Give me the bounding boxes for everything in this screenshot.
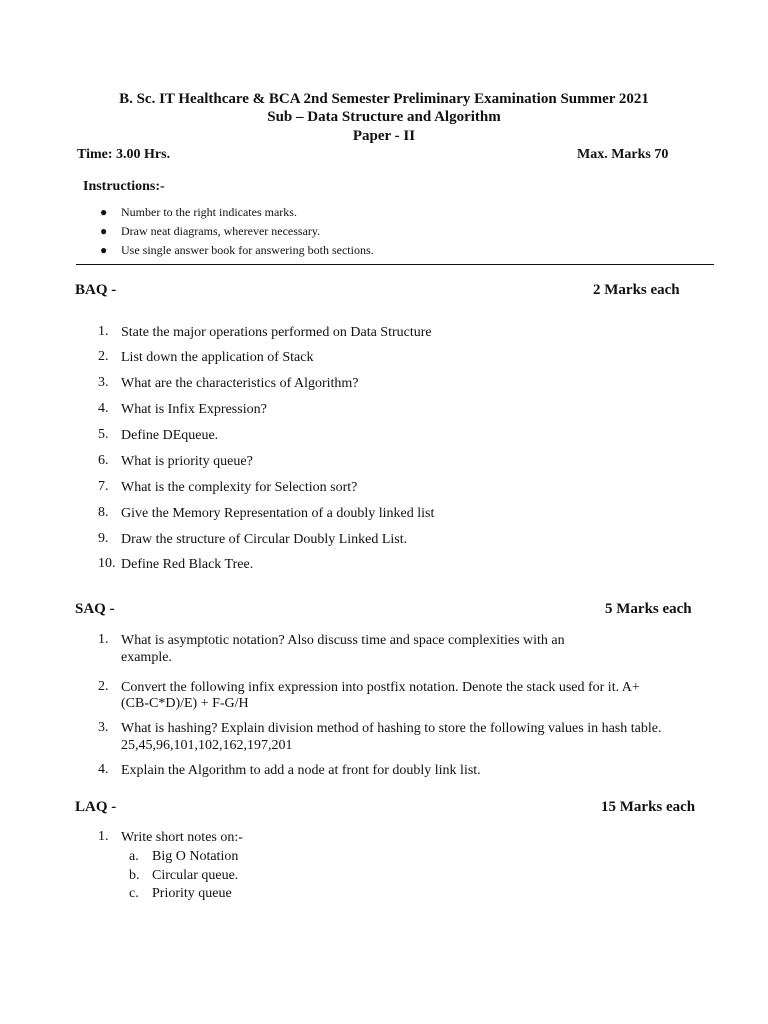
laq-marks: 15 Marks each: [601, 799, 696, 815]
exam-title: B. Sc. IT Healthcare & BCA 2nd Semester Preliminary Examination Summer 2021: [119, 91, 649, 107]
question-item: 8. Give the Memory Representation of a doubly linked list: [98, 505, 435, 521]
sub-item: b. Circular queue.: [129, 868, 239, 883]
divider: [76, 264, 714, 265]
exam-time: Time: 3.00 Hrs.: [77, 147, 171, 162]
question-item-continued: 25,45,96,101,102,162,197,201: [121, 738, 293, 753]
question-item-continued: (CB-C*D)/E) + F-G/H: [121, 696, 249, 711]
max-marks: Max. Marks 70: [577, 147, 669, 162]
question-item: 1. What is asymptotic notation? Also discuss time and space complexities with an: [98, 632, 565, 648]
question-item: 10. Define Red Black Tree.: [98, 556, 254, 572]
instructions-list: [100, 204, 374, 261]
instruction-item: ● Number to the right indicates marks.: [100, 205, 297, 219]
subject-title: Sub – Data Structure and Algorithm: [267, 109, 501, 125]
baq-marks: 2 Marks each: [593, 282, 680, 298]
baq-heading: BAQ -: [75, 282, 117, 298]
instruction-item: ● Draw neat diagrams, wherever necessary.: [100, 224, 321, 238]
saq-heading: SAQ -: [75, 601, 115, 617]
question-item: 5. Define DEqueue.: [98, 427, 219, 443]
question-item: 4. What is Infix Expression?: [98, 401, 267, 417]
paper-number: Paper - II: [352, 128, 416, 144]
question-item: 7. What is the complexity for Selection sort?: [98, 479, 358, 495]
instruction-item: ● Use single answer book for answering both sections.: [100, 243, 374, 257]
instructions-heading: Instructions:-: [83, 179, 165, 194]
laq-heading: LAQ -: [75, 799, 117, 815]
question-item: 2. Convert the following infix expression into postfix notation. Denote the stack used for it. A+: [98, 679, 640, 695]
question-item-continued: example.: [121, 650, 172, 665]
bullet-icon: ●: [100, 224, 108, 238]
question-item: 2. List down the application of Stack: [98, 349, 314, 365]
sub-item: c. Priority queue: [129, 886, 232, 901]
question-item: 9. Draw the structure of Circular Doubly Linked List.: [98, 531, 408, 547]
question-item: 1. State the major operations performed on Data Structure: [98, 324, 432, 340]
sub-item: a. Big O Notation: [129, 849, 239, 864]
bullet-icon: ●: [100, 205, 108, 219]
question-item: 1. Write short notes on:-: [98, 829, 243, 845]
question-item: 4. Explain the Algorithm to add a node at front for doubly link list.: [98, 762, 481, 778]
question-item: 3. What are the characteristics of Algorithm?: [98, 375, 359, 391]
question-item: 3. What is hashing? Explain division method of hashing to store the following values in hash table.: [98, 720, 662, 736]
bullet-icon: ●: [100, 243, 108, 257]
saq-marks: 5 Marks each: [605, 601, 692, 617]
question-item: 6. What is priority queue?: [98, 453, 253, 469]
